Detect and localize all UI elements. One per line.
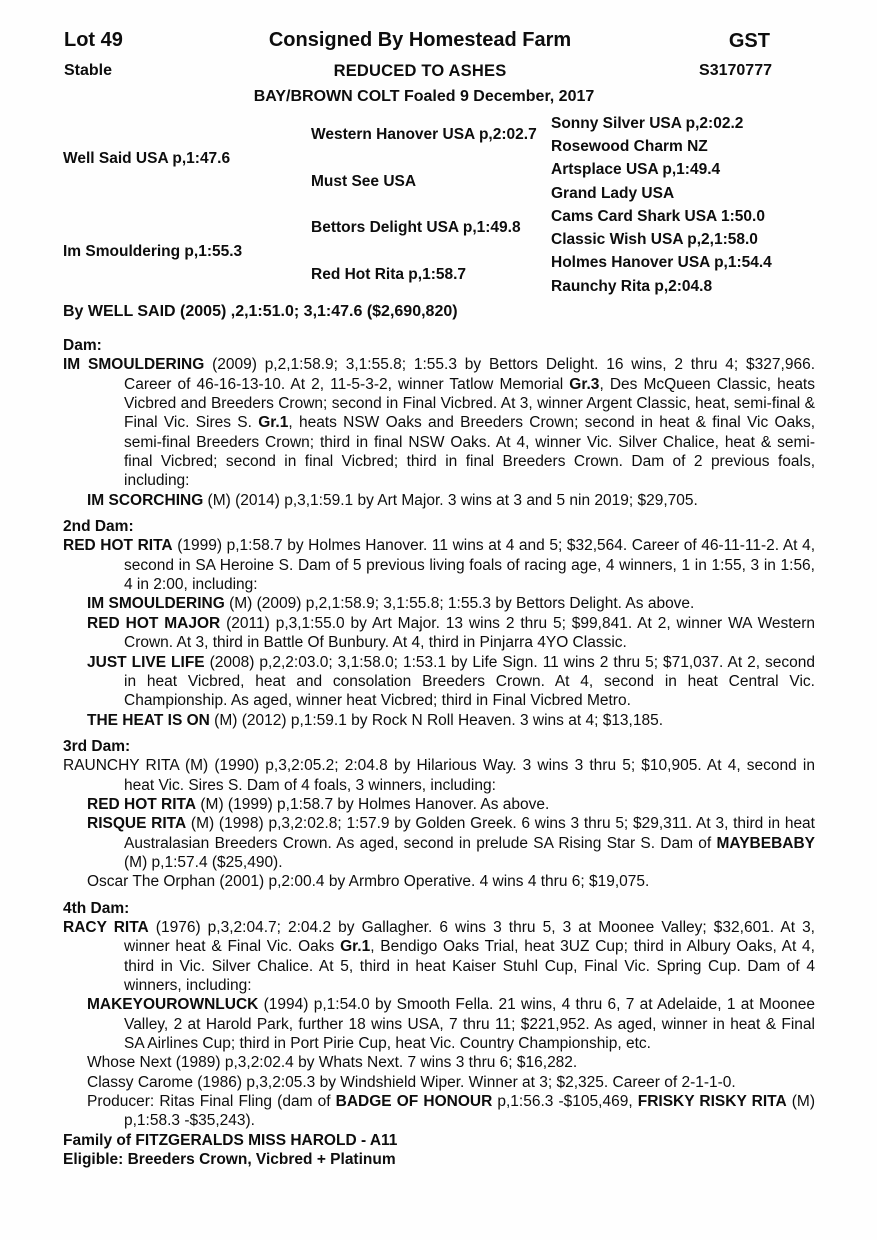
pedigree-entry: MAKEYOUROWNLUCK (1994) p,1:54.0 by Smooth Fella. 21 wins, 4 thru 6, 7 at Adelaide, 1 at Moonee Valley, 2 at Harold Park, further 18 wins USA, 7 thru 11; $221,952. As aged, winner in heat & Final SA Airlines Cup; third in Port Pirie Cup, heat Vic. Country Championship, etc. <box>87 996 815 1053</box>
section-heading: 4th Dam: <box>63 899 130 917</box>
section-heading: Dam: <box>63 337 102 354</box>
great-grandparent-name: Rosewood Charm NZ <box>551 137 708 155</box>
pedigree-entry: RAUNCHY RITA (M) (1990) p,3,2:05.2; 2:04.8 by Hilarious Way. 3 wins 3 thru 5; $10,905. At 4, second in heat Vic. Sires S. Dam of 4 foals, 3 winners, including: <box>63 757 815 794</box>
registration-number: S3170777 <box>699 62 772 79</box>
great-grandparent-name: Holmes Hanover USA p,1:54.4 <box>551 254 772 272</box>
grandparent-name: Bettors Delight USA p,1:49.8 <box>311 219 521 237</box>
section-heading: 2nd Dam: <box>63 518 134 536</box>
pedigree-entry: RACY RITA (1976) p,3,2:04.7; 2:04.2 by Gallagher. 6 wins 3 thru 5, 3 at Moonee Valley; $32,601. At 3, winner heat & Final Vic. Oaks Gr.1, Bendigo Oaks Trial, heat 3UZ Cup; third in Albury Oaks, At 4, third in Vic. Silver Chalice. At 5, third in heat Kaiser Stuhl Cup, Final Vic. Spring Cup. Dam of 4 winners, including: <box>63 918 815 994</box>
great-grandparent-name: Raunchy Rita p,2:04.8 <box>551 277 713 295</box>
pedigree-entry: RED HOT RITA (1999) p,1:58.7 by Holmes Hanover. 11 wins at 4 and 5; $32,564. Career of 46-11-11-2. At 4, second in SA Heroine S. Dam of 5 previous living foals of racing age, 4 winners, 1 in 1:55, 3 in 1:56, 4 in 2:00, including: <box>63 537 815 594</box>
great-grandparent-name: Sonny Silver USA p,2:02.2 <box>551 114 744 132</box>
pedigree-entry: IM SCORCHING (M) (2014) p,3,1:59.1 by Art Major. 3 wins at 3 and 5 nin 2019; $29,705. <box>87 491 698 509</box>
horse-name: REDUCED TO ASHES <box>333 62 507 80</box>
grandparent-name: Western Hanover USA p,2:02.7 <box>311 126 537 144</box>
family-line: Family of FITZGERALDS MISS HAROLD - A11 <box>63 1131 398 1149</box>
great-grandparent-name: Grand Lady USA <box>551 184 675 202</box>
stable-label: Stable <box>64 62 113 79</box>
sire-name: Well Said USA p,1:47.6 <box>63 149 231 167</box>
foaling-description: BAY/BROWN COLT Foaled 9 December, 2017 <box>253 88 595 105</box>
grandparent-name: Must See USA <box>311 172 417 190</box>
pedigree-text <box>0 336 877 1169</box>
pedigree-entry: IM SMOULDERING (M) (2009) p,2,1:58.9; 3,1:55.8; 1:55.3 by Bettors Delight. As above. <box>87 595 695 613</box>
great-grandparent-name: Classic Wish USA p,2,1:58.0 <box>551 231 758 249</box>
great-grandparent-name: Cams Card Shark USA 1:50.0 <box>551 207 765 225</box>
pedigree-entry: JUST LIVE LIFE (2008) p,2,2:03.0; 3,1:58.0; 1:53.1 by Life Sign. 11 wins 2 thru 5; $71,037. At 2, second in heat Vicbred, heat and consolation Breeders Crown. At 4, second in heat Central Vic. Championship. As aged, winner heat Vicbred; third in Final Vicbred Metro. <box>87 653 816 710</box>
family-line: Eligible: Breeders Crown, Vicbred + Platinum <box>63 1151 396 1169</box>
pedigree-entry: Whose Next (1989) p,3,2:02.4 by Whats Next. 7 wins 3 thru 6; $16,282. <box>87 1054 578 1072</box>
dam-name: Im Smouldering p,1:55.3 <box>63 242 243 260</box>
consignor-title: Consigned By Homestead Farm <box>268 29 572 51</box>
section-heading: 3rd Dam: <box>63 737 131 755</box>
pedigree-entry: RED HOT MAJOR (2011) p,3,1:55.0 by Art Major. 13 wins 2 thru 5; $99,841. At 2, winner WA Western Crown. At 3, third in Battle Of Bunbury. At 4, third in Pinjarra 4YO Classic. <box>87 614 815 652</box>
pedigree-entry: RED HOT RITA (M) (1999) p,1:58.7 by Holmes Hanover. As above. <box>87 795 550 813</box>
grandparent-name: Red Hot Rita p,1:58.7 <box>311 266 467 284</box>
great-grandparent-name: Artsplace USA p,1:49.4 <box>551 161 721 179</box>
lot-number: Lot 49 <box>64 29 123 51</box>
pedigree-entry: Oscar The Orphan (2001) p,2:00.4 by Armbro Operative. 4 wins 4 thru 6; $19,075. <box>87 873 650 891</box>
pedigree-entry: THE HEAT IS ON (M) (2012) p,1:59.1 by Rock N Roll Heaven. 3 wins at 4; $13,185. <box>87 711 664 729</box>
pedigree-entry: Classy Carome (1986) p,3,2:05.3 by Windshield Wiper. Winner at 3; $2,325. Career of 2-1-1-0. <box>87 1073 736 1091</box>
sire-summary-line: By WELL SAID (2005) ,2,1:51.0; 3,1:47.6 ($2,690,820) <box>63 303 458 320</box>
pedigree-entry: RISQUE RITA (M) (1998) p,3,2:02.8; 1:57.9 by Golden Greek. 6 wins 3 thru 5; $29,311. At 3, third in heat Australasian Breeders Crown. As aged, second in prelude SA Rising Star S. Dam of MAYBEBABY (M) p,1:57.4 ($25,490). <box>87 815 815 871</box>
pedigree-entry: Producer: Ritas Final Fling (dam of BADGE OF HONOUR p,1:56.3 -$105,469, FRISKY RISKY RITA (M) p,1:58.3 -$35,243). <box>87 1093 815 1130</box>
gst-label: GST <box>728 30 770 52</box>
pedigree-table <box>63 112 817 298</box>
pedigree-entry: IM SMOULDERING (2009) p,2,1:58.9; 3,1:55.8; 1:55.3 by Bettors Delight. 16 wins, 2 thru 4; $327,966. Career of 46-16-13-10. At 2, 11-5-3-2, winner Tatlow Memorial Gr.3, Des McQueen Classic, heats Vicbred and Breeders Crown; second in Final Vicbred. At 3, winner Argent Classic, heat, semi-final & Final Vic. Sires S. Gr.1, heats NSW Oaks and Breeders Crown; second in heat & final Vic Oaks, semi-final Breeders Crown; third in final NSW Oaks. At 4, winner Vic. Silver Chalice, heat & semi-final Vicbred; second in final Vicbred; third in final Breeders Crown. Dam of 2 previous foals, including: <box>63 356 816 490</box>
